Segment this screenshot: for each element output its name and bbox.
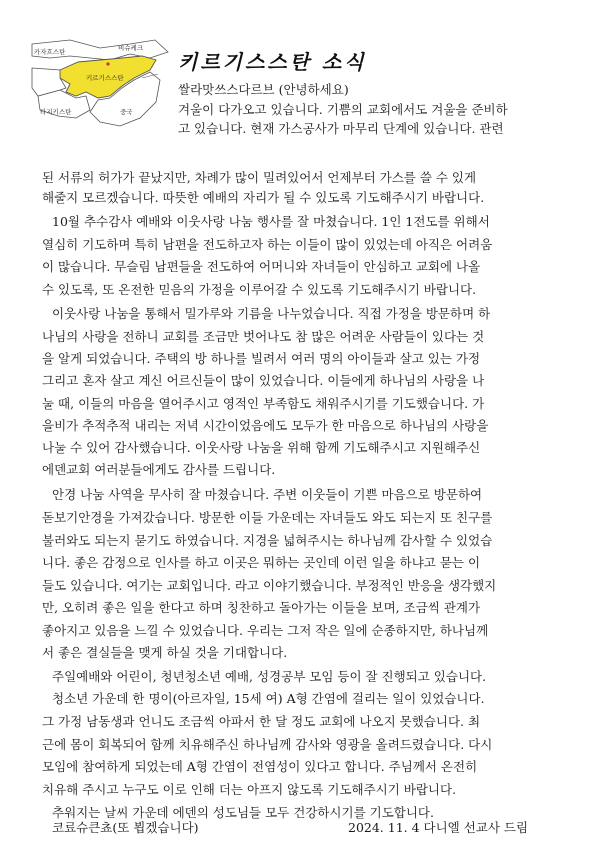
letter-line: 추워지는 날씨 가운데 에덴의 성도님들 모두 건강하시기를 기도합니다. xyxy=(52,805,434,820)
letter-line: 니다. 좋은 감정으로 인사를 하고 이곳은 뭐하는 곳인데 이런 일을 하냐고 묻는 이 xyxy=(42,555,481,570)
map-label-kazakhstan: 카자흐스탄 xyxy=(34,48,66,56)
letter-line: 나님의 사랑을 전하니 교회를 조금만 벗어나도 참 많은 어려운 사람들이 있다는 것 xyxy=(42,329,485,344)
letter-line: 을 알게 되었습니다. 주택의 방 하나를 빌려서 여러 명의 아이들과 살고 있는 가정 xyxy=(42,351,481,366)
page-title: 키르기스스탄 소식 xyxy=(178,50,367,74)
closing-text: 코료슈큰쵸(또 뵙겠습니다) xyxy=(52,820,199,835)
letter-line: 안경 나눔 사역을 무사히 잘 마쳤습니다. 주변 이웃들이 기쁜 마음으로 방문하여 xyxy=(52,487,483,502)
letter-line: 모임에 참여하게 되었는데 A형 간염이 전염성이 있다고 합니다. 주님께서 온전히 xyxy=(42,759,478,774)
letter-line: 좋아지고 있음을 느낄 수 있었습니다. 우리는 그저 작은 일에 순종하지만, 하나님께 xyxy=(42,623,489,638)
letter-line: 눌 때, 이들의 마음을 열어주시고 영적인 부족함도 채워주시기를 기도했습니다. 가 xyxy=(42,396,485,411)
letter-line: 겨울이 다가오고 있습니다. 기쁨의 교회에서도 겨울을 준비하 xyxy=(178,102,508,117)
letter-line: 이 많습니다. 무슬림 남편들을 전도하여 어머니와 자녀들이 안심하고 교회에 나올 xyxy=(42,259,481,274)
letter-line: 고 있습니다. 현재 가스공사가 마무리 단계에 있습니다. 관련 xyxy=(178,121,504,136)
letter-line: 돋보기안경을 가져갔습니다. 방문한 이들 가운데는 자녀들도 와도 되는지 또 친구를 xyxy=(42,510,493,525)
map-label-bishkek: 비슈케크 xyxy=(118,44,144,52)
map-of-kyrgyzstan xyxy=(30,38,170,138)
letter-line: 치유해 주시고 누구도 이로 인해 더는 아프지 않도록 기도해주시기 바랍니다. xyxy=(42,782,457,797)
greeting: 쌀라맛쓰스다르브 (안녕하세요) xyxy=(178,82,349,97)
letter-line: 에덴교회 여러분들에게도 감사를 드립니다. xyxy=(42,462,276,477)
letter-line: 열심히 기도하며 특히 남편을 전도하고자 하는 이들이 많이 있었는데 아직은 어려움 xyxy=(42,237,493,252)
map-label-kyrgyzstan: 키르기스스탄 xyxy=(86,74,124,82)
letter-line: 서 좋은 결실들을 맺게 하실 것을 기대합니다. xyxy=(42,645,288,660)
bishkek-marker xyxy=(106,62,109,65)
letter-line: 10월 추수감사 예배와 이웃사랑 나눔 행사를 잘 마쳤습니다. 1인 1전도를 위해서 xyxy=(52,214,490,229)
letter-line: 들도 있습니다. 여기는 교회입니다. 라고 이야기했습니다. 부정적인 반응을 생각했지 xyxy=(42,578,497,593)
letter-line: 만, 오히려 좋은 일을 한다고 하며 칭찬하고 돌아가는 이들을 보며, 조금씩 관계가 xyxy=(42,600,481,615)
letter-line: 이웃사랑 나눔을 통해서 밀가루와 기름을 나누었습니다. 직접 가정을 방문하며 하 xyxy=(52,306,491,321)
letter-line: 근에 몸이 회복되어 함께 치유해주신 하나님께 감사와 영광을 올려드렸습니다. 다시 xyxy=(42,737,493,752)
letter-line: 나눌 수 있어 감사했습니다. 이웃사랑 나눔을 위해 함께 기도해주시고 지원해주신 xyxy=(42,440,481,455)
letter-line: 을비가 추적추적 내리는 저녁 시간이었음에도 모두가 한 마음으로 하나님의 사랑을 xyxy=(42,418,489,433)
map-label-tajikistan: 타지키스탄 xyxy=(40,108,72,116)
letter-line: 그 가정 남동생과 언니도 조금씩 아파서 한 달 정도 교회에 나오지 못했습니다. 최 xyxy=(42,714,481,729)
map-label-china: 중국 xyxy=(120,108,133,116)
letter-line: 그리고 혼자 살고 계신 어르신들이 많이 있었습니다. 이들에게 하나님의 사랑을 나 xyxy=(42,373,485,388)
letter-line: 수 있도록, 또 온전한 믿음의 가정을 이루어갈 수 있도록 기도해주시기 바랍니다. xyxy=(42,282,477,297)
letter-line: 청소년 가운데 한 명이(아르자일, 15세 여) A형 간염에 걸리는 일이 있었습니다. xyxy=(52,691,485,706)
signature: 2024. 11. 4 다니엘 선교사 드림 xyxy=(348,820,529,835)
letter-line: 주일예배와 어린이, 청년청소년 예배, 성경공부 모임 등이 잘 진행되고 있습니다. xyxy=(52,669,487,684)
letter-line: 불러와도 되는지 묻기도 하였습니다. 지경을 넓혀주시는 하나님께 감사할 수 있었습 xyxy=(42,533,493,548)
letter-line: 해줄지 모르겠습니다. 따뜻한 예배의 자리가 될 수 있도록 기도해주시기 바랍니다. xyxy=(42,190,485,205)
letter-line: 된 서류의 허가가 끝났지만, 차례가 많이 밀려있어서 언제부터 가스를 쓸 수 있게 xyxy=(42,170,477,185)
